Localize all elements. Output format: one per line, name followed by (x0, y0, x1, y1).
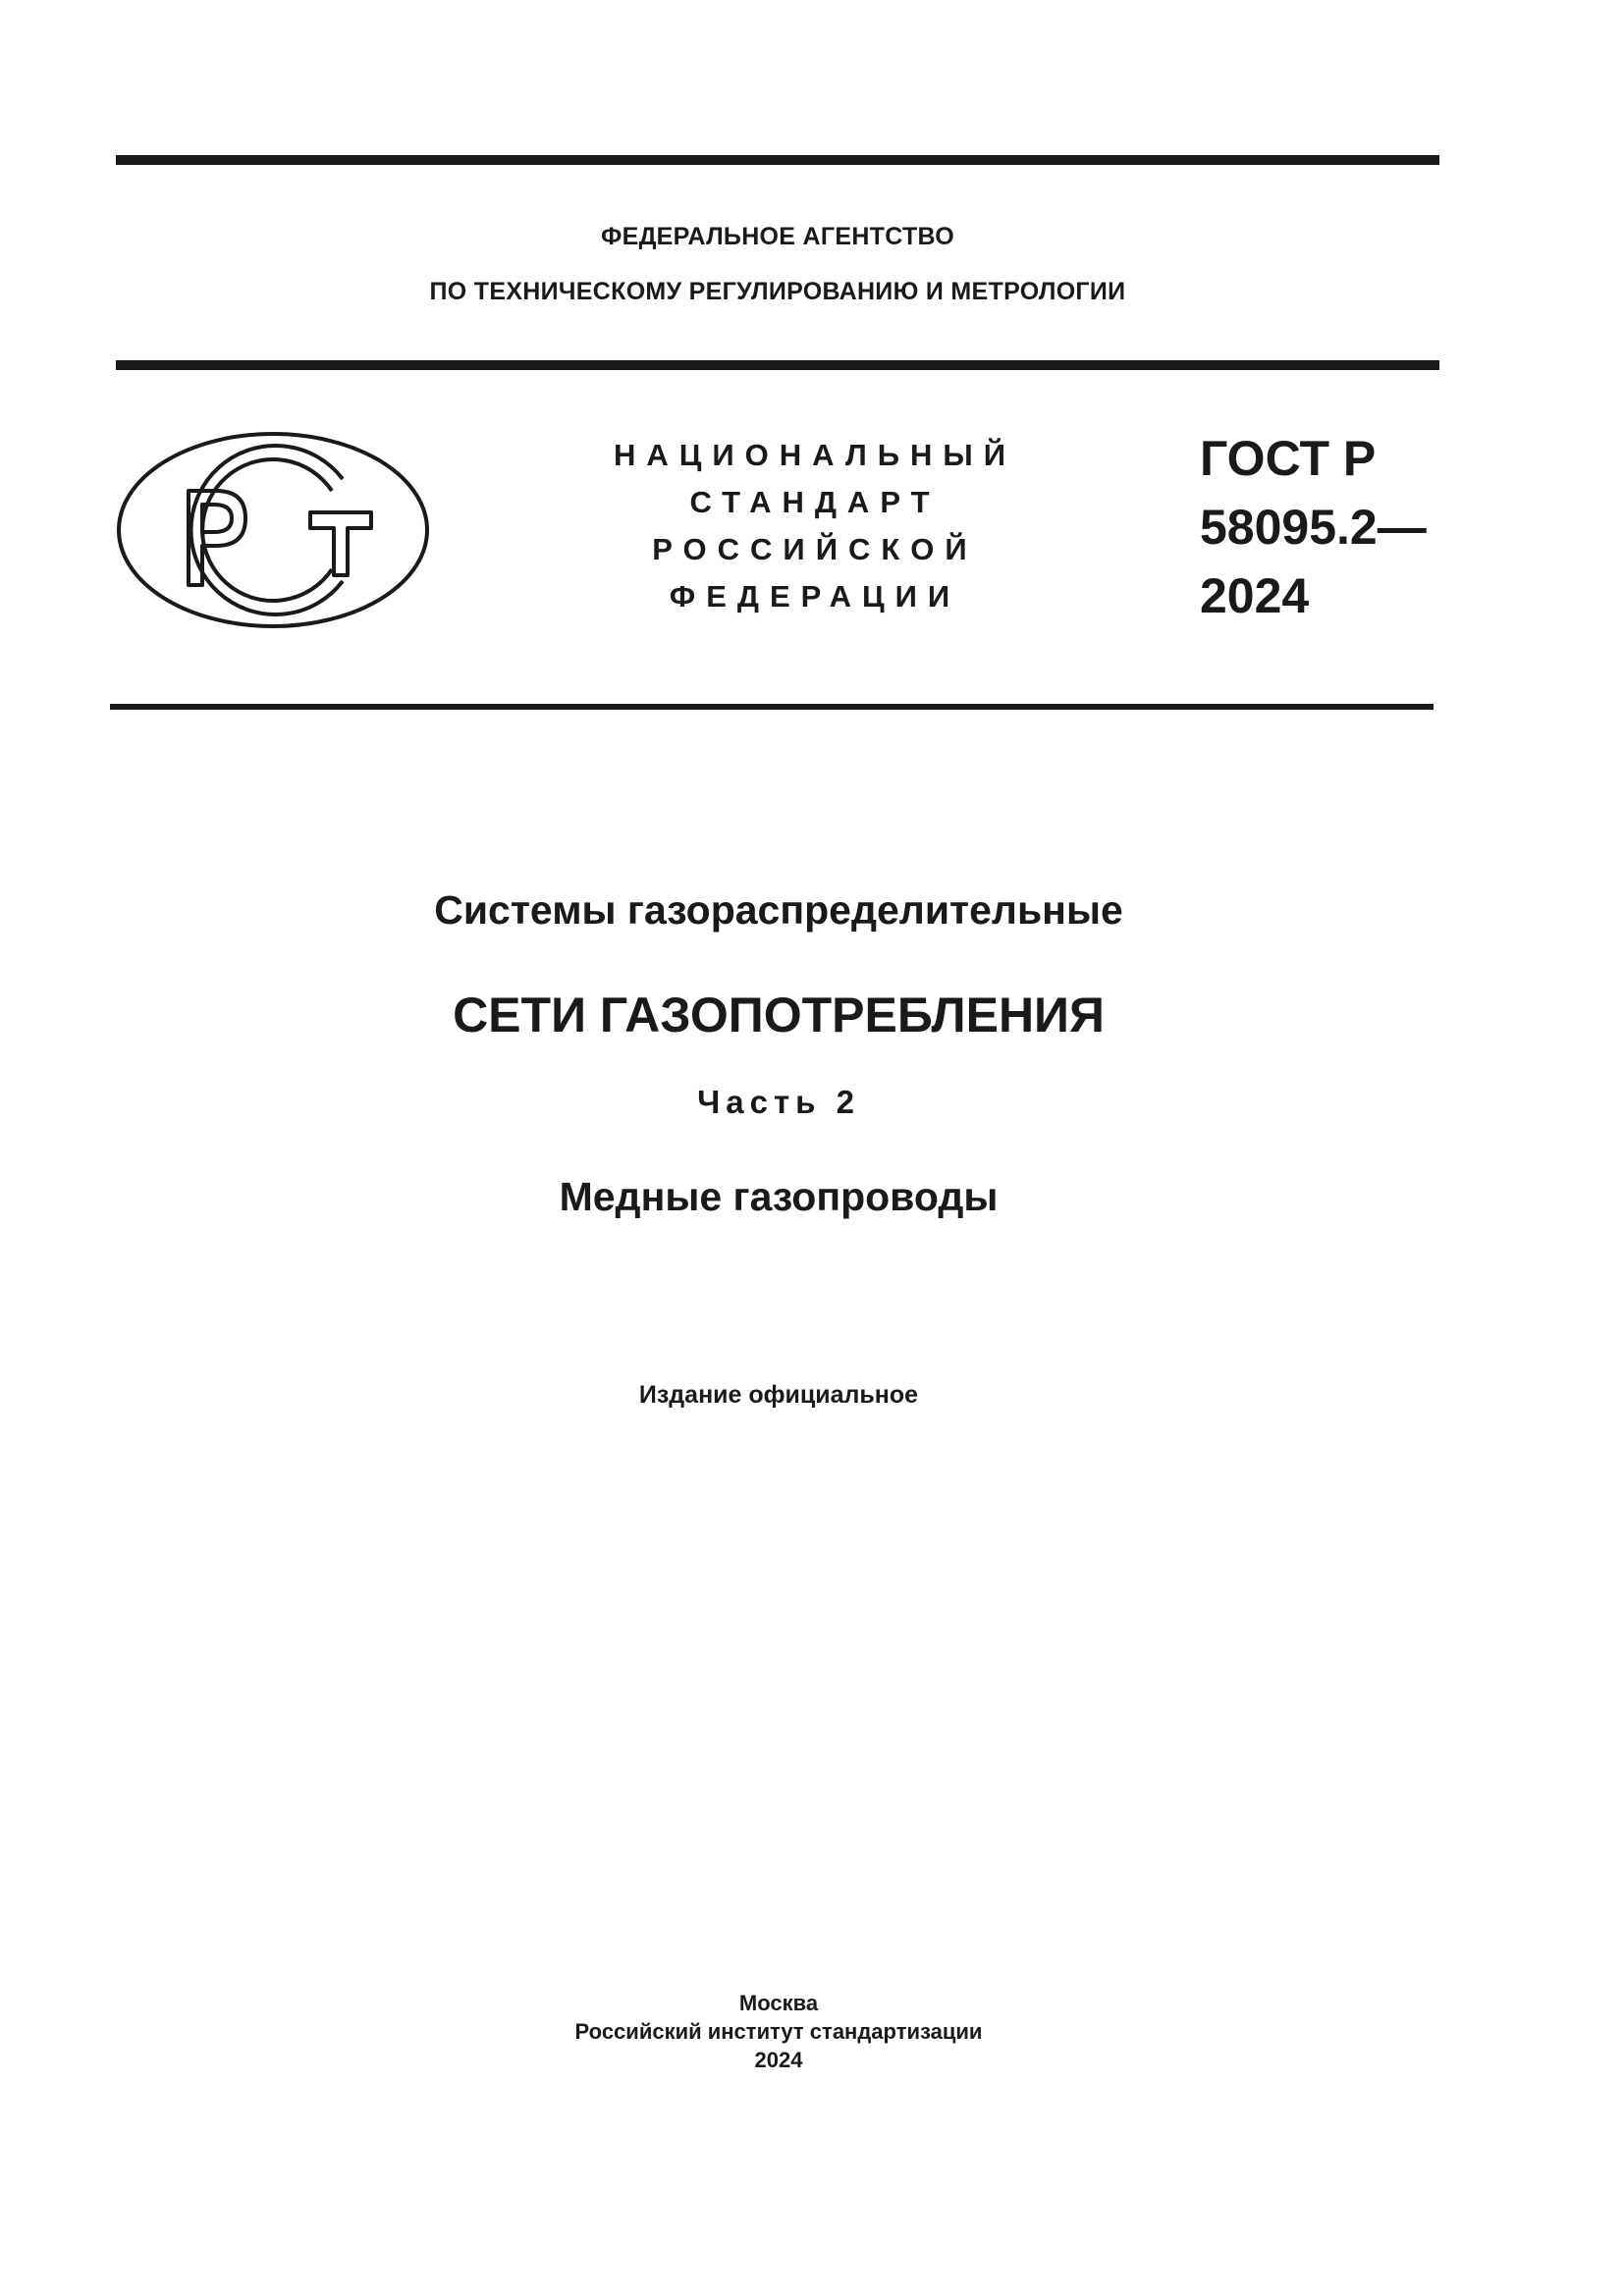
agency-name-line-2: ПО ТЕХНИЧЕСКОМУ РЕГУЛИРОВАНИЮ И МЕТРОЛОГИИ (429, 278, 1126, 305)
top-rule (116, 155, 1439, 165)
standard-designation (1200, 424, 1427, 630)
agency-name-line-1: ФЕДЕРАЛЬНОЕ АГЕНТСТВО (600, 223, 955, 250)
national-standard-line: РОССИЙСКОЙ (652, 532, 978, 566)
rst-certification-mark-icon (114, 430, 432, 630)
document-title-systems: Системы газораспределительные (434, 887, 1123, 933)
document-title-networks: СЕТИ ГАЗОПОТРЕБЛЕНИЯ (453, 988, 1105, 1042)
header-rule (116, 360, 1439, 370)
designation-rule (110, 704, 1434, 710)
document-part-number: Часть 2 (697, 1084, 860, 1120)
imprint-publisher: Российский институт стандартизации (574, 2019, 983, 2044)
edition-label: Издание официальное (638, 1381, 919, 1409)
national-standard-line: НАЦИОНАЛЬНЫЙ (613, 438, 1017, 472)
designation-line-3: 2024 (1200, 568, 1310, 623)
imprint-city: Москва (738, 1991, 819, 2015)
imprint-year: 2024 (754, 2048, 803, 2072)
national-standard-line: СТАНДАРТ (689, 485, 941, 519)
designation-line-2: 58095.2— (1200, 500, 1427, 555)
document-subject: Медные газопроводы (559, 1174, 999, 1219)
national-standard-label (569, 432, 1060, 620)
national-standard-line: ФЕДЕРАЦИИ (669, 579, 961, 614)
designation-line-1: ГОСТ Р (1200, 431, 1377, 486)
